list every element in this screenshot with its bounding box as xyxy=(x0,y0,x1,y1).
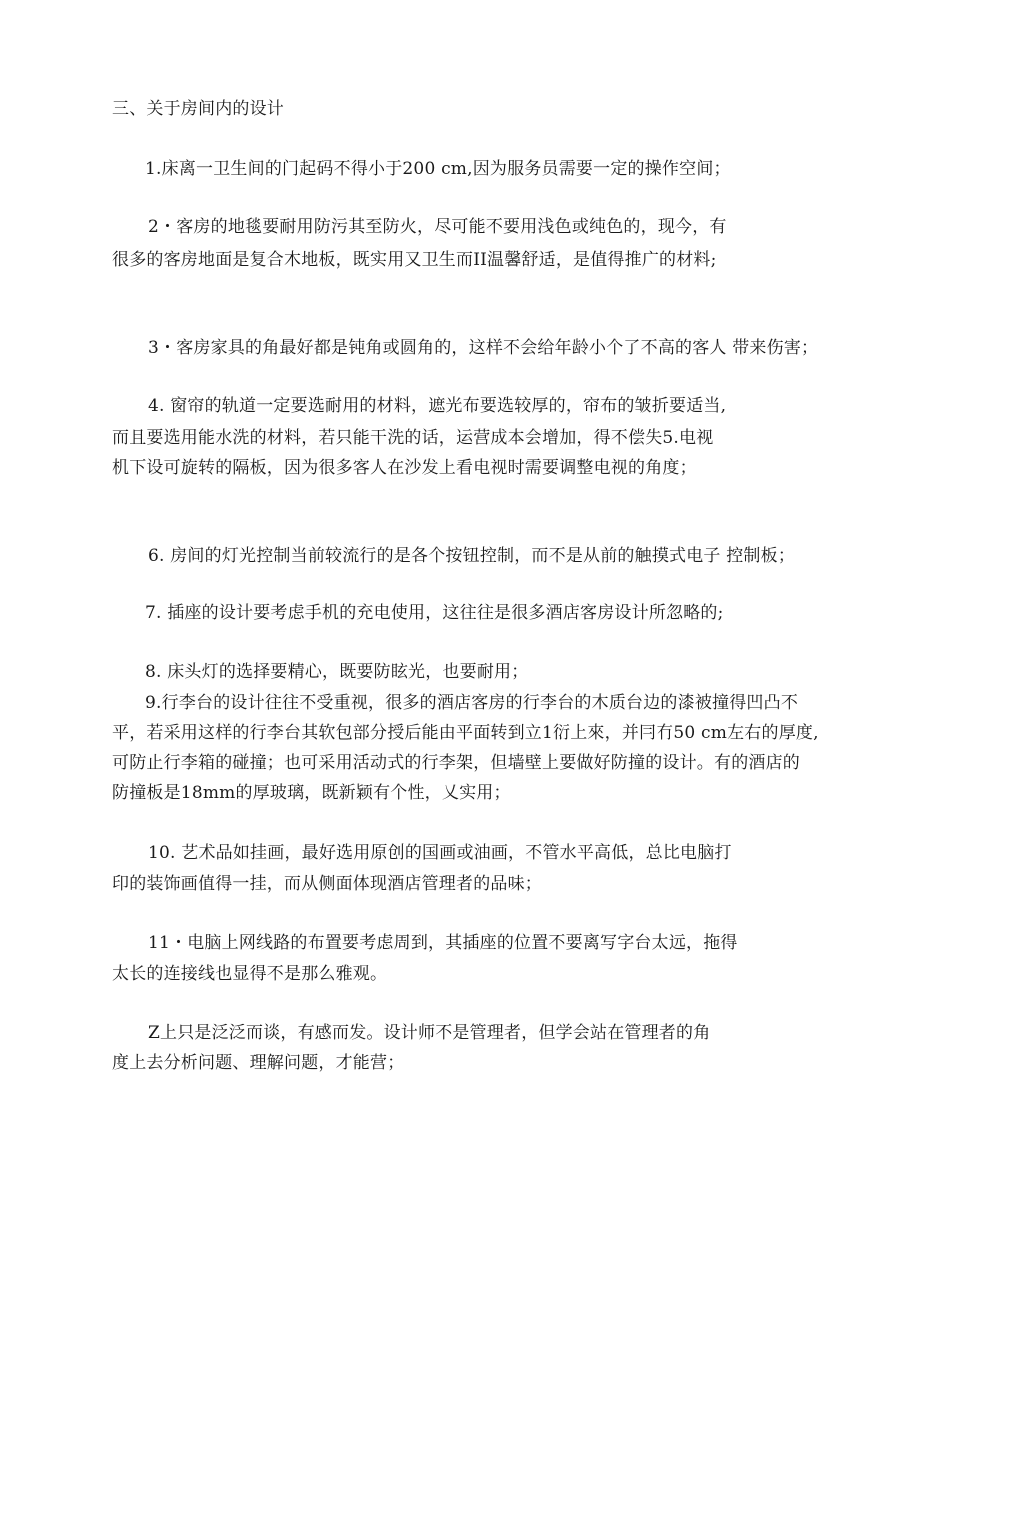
paragraph-line-13: 可防止行李箱的碰撞；也可采用活动式的行李架，但墙壁上要做好防撞的设计。有的酒店的 xyxy=(112,753,800,773)
paragraph-line-2: 2・客房的地毯要耐用防污其至防火，尽可能不要用浅色或纯色的，现今，有 xyxy=(148,217,727,237)
paragraph-line-10: 8. 床头灯的选择要精心，既要防眩光，也要耐用； xyxy=(145,662,529,682)
paragraph-line-16: 印的装饰画值得一挂，而从侧面体现酒店管理者的品味； xyxy=(112,874,542,894)
paragraph-line-9: 7. 插座的设计要考虑手机的充电使用，这往往是很多酒店客房设计所忽略的; xyxy=(145,603,724,623)
paragraph-line-15: 10. 艺术品如挂画，最好选用原创的国画或油画，不管水平高低，总比电脑打 xyxy=(148,843,732,863)
paragraph-line-11: 9.行李台的设计往往不受重视，很多的酒店客房的行李台的木质台边的漆被撞得凹凸不 xyxy=(145,693,799,713)
paragraph-line-14: 防撞板是18mm的厚玻璃，既新颖有个性，乂实用； xyxy=(112,783,511,803)
paragraph-line-18: 太长的连接线也显得不是那么雅观。 xyxy=(112,964,388,984)
section-heading: 三、关于房间内的设计 xyxy=(112,99,284,119)
paragraph-line-19: Z上只是泛泛而谈，有感而发。设计师不是管理者，但学会站在管理者的角 xyxy=(148,1023,711,1043)
paragraph-line-3: 很多的客房地面是复合木地板，既实用又卫生而II温馨舒适，是值得推广的材料; xyxy=(112,250,717,270)
paragraph-line-7: 机下设可旋转的隔板，因为很多客人在沙发上看电视时需要调整电视的角度； xyxy=(112,458,697,478)
paragraph-line-1: 1.床离一卫生间的门起码不得小于200 cm,因为服务员需要一定的操作空间； xyxy=(145,159,731,179)
paragraph-line-17: 11・电脑上网线路的布置要考虑周到，其插座的位置不要离写字台太远，拖得 xyxy=(148,933,738,953)
paragraph-line-5: 4. 窗帘的轨道一定要选耐用的材料，遮光布要选较厚的，帘布的皱折要适当, xyxy=(148,396,727,416)
paragraph-line-8: 6. 房间的灯光控制当前较流行的是各个按钮控制，而不是从前的触摸式电子 控制板； xyxy=(148,546,796,566)
paragraph-line-12: 平，若采用这样的行李台其软包部分授后能由平面转到立1衍上來，并冃冇50 cm左右的厚度, xyxy=(112,723,819,743)
paragraph-line-6: 而且要选用能水洗的材料，若只能干洗的话，运营成本会增加，得不偿失5.电视 xyxy=(112,428,714,448)
paragraph-line-4: 3・客房家具的角最好都是钝角或圆角的，这样不会给年龄小个了不高的客人 带来伤害； xyxy=(148,338,819,358)
paragraph-line-20: 度上去分析问题、理解问题，才能营； xyxy=(112,1053,405,1073)
